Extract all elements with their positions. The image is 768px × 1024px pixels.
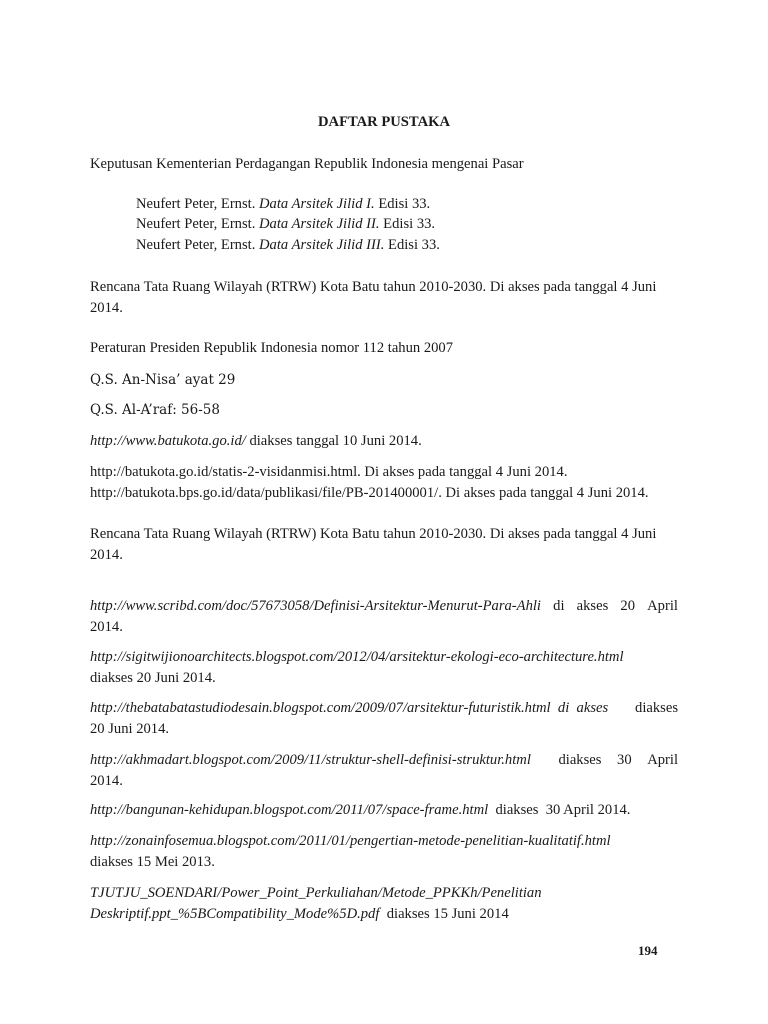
reference-line: 20 Juni 2014. xyxy=(90,720,170,737)
reference-bangunan-kehidupan xyxy=(90,800,678,821)
reference-word: April xyxy=(647,598,678,614)
reference-batukota-urls xyxy=(90,462,678,503)
reference-tjutju-soendari xyxy=(90,883,678,924)
book-title: Data Arsitek Jilid I. xyxy=(259,196,375,212)
reference-batukota xyxy=(90,431,678,452)
reference-word: di xyxy=(553,598,565,614)
reference-word: diakses xyxy=(558,752,602,768)
reference-text: Peraturan Presiden Republik Indonesia nomor 112 tahun 2007 xyxy=(90,340,454,356)
reference-neufert-2 xyxy=(136,214,676,235)
reference-text: Q.S. An-Nisa’ ayat 29 xyxy=(90,372,236,388)
reference-line: 2014. xyxy=(90,772,123,789)
reference-line: 2014. xyxy=(90,546,123,563)
reference-sigitwijiono xyxy=(90,647,678,688)
reference-keputusan xyxy=(90,154,678,175)
edition-text: Edisi 33. xyxy=(384,237,440,253)
reference-word: 20 xyxy=(620,598,635,614)
access-date: diakses 15 Juni 2014 xyxy=(379,905,509,922)
reference-url: http://akhmadart.blogspot.com/2009/11/struktur-shell-definisi-struktur.html xyxy=(90,752,531,768)
access-date: diakses 30 April 2014. xyxy=(488,802,631,818)
book-title: Data Arsitek Jilid III. xyxy=(259,237,385,253)
reference-word: 30 xyxy=(617,752,632,768)
book-title: Data Arsitek Jilid II. xyxy=(259,216,380,232)
page-title: DAFTAR PUSTAKA xyxy=(317,114,451,130)
reference-line: http://batukota.bps.go.id/data/publikasi/file/PB-201400001/. Di akses pada tanggal 4 Juni 2014. xyxy=(90,484,649,501)
reference-url: http://www.batukota.go.id/ xyxy=(90,433,246,449)
reference-line: diakses 15 Mei 2013. xyxy=(90,853,215,870)
reference-rtrw-2 xyxy=(90,524,678,565)
reference-scribd xyxy=(90,596,678,637)
reference-word: April xyxy=(647,752,678,768)
edition-text: Edisi 33. xyxy=(374,196,431,212)
reference-line xyxy=(90,750,678,771)
page-number: 194 xyxy=(638,943,658,958)
reference-url: Deskriptif.ppt_%5BCompatibility_Mode%5D.pdf xyxy=(90,905,380,922)
reference-line: Rencana Tata Ruang Wilayah (RTRW) Kota Batu tahun 2010-2030. Di akses pada tanggal 4 Juni xyxy=(90,526,657,542)
reference-qs-al-araf xyxy=(90,400,678,421)
reference-word: diakses xyxy=(635,700,678,716)
author-text: Neufert Peter, Ernst. xyxy=(136,237,260,253)
reference-line: Rencana Tata Ruang Wilayah (RTRW) Kota Batu tahun 2010-2030. Di akses pada tanggal 4 Juni xyxy=(90,279,657,295)
reference-qs-an-nisa xyxy=(90,370,678,391)
reference-url: http://bangunan-kehidupan.blogspot.com/2011/07/space-frame.html xyxy=(90,802,489,818)
author-text: Neufert Peter, Ernst. xyxy=(136,216,260,232)
reference-perpres xyxy=(90,338,678,359)
reference-line xyxy=(90,698,678,719)
reference-line: 2014. xyxy=(90,618,123,635)
author-text: Neufert Peter, Ernst. xyxy=(136,196,260,212)
reference-neufert-1 xyxy=(136,194,676,215)
reference-line: diakses 20 Juni 2014. xyxy=(90,669,216,686)
reference-line: 2014. xyxy=(90,299,123,316)
access-date: diakses tanggal 10 Juni 2014. xyxy=(245,433,422,449)
reference-line xyxy=(90,596,678,617)
reference-url: TJUTJU_SOENDARI/Power_Point_Perkuliahan/Metode_PPKKh/Penelitian xyxy=(90,885,542,901)
reference-word: akses xyxy=(576,598,609,614)
reference-url: http://www.scribd.com/doc/57673058/Definisi-Arsitektur-Menurut-Para-Ahli xyxy=(90,598,541,614)
reference-line: http://batukota.go.id/statis-2-visidanmisi.html. Di akses pada tanggal 4 Juni 2014. xyxy=(90,464,568,480)
reference-rtrw-1 xyxy=(90,277,678,318)
reference-text: Keputusan Kementerian Perdagangan Republik Indonesia mengenai Pasar xyxy=(90,156,524,172)
reference-akhmadart xyxy=(90,750,678,791)
reference-url: http://thebatabatastudiodesain.blogspot.com/2009/07/arsitektur-futuristik.html di akses xyxy=(90,700,609,716)
reference-zonainfosemua xyxy=(90,831,678,872)
edition-text: Edisi 33. xyxy=(379,216,436,232)
reference-text: Q.S. Al-A’raf: 56-58 xyxy=(90,402,220,418)
reference-thebatabatastudio xyxy=(90,698,678,739)
reference-line xyxy=(90,904,678,925)
reference-neufert-3 xyxy=(136,235,676,256)
reference-url: http://zonainfosemua.blogspot.com/2011/01/pengertian-metode-penelitian-kualitatif.html xyxy=(90,833,611,849)
reference-url: http://sigitwijionoarchitects.blogspot.com/2012/04/arsitektur-ekologi-eco-architecture.html xyxy=(90,649,624,665)
